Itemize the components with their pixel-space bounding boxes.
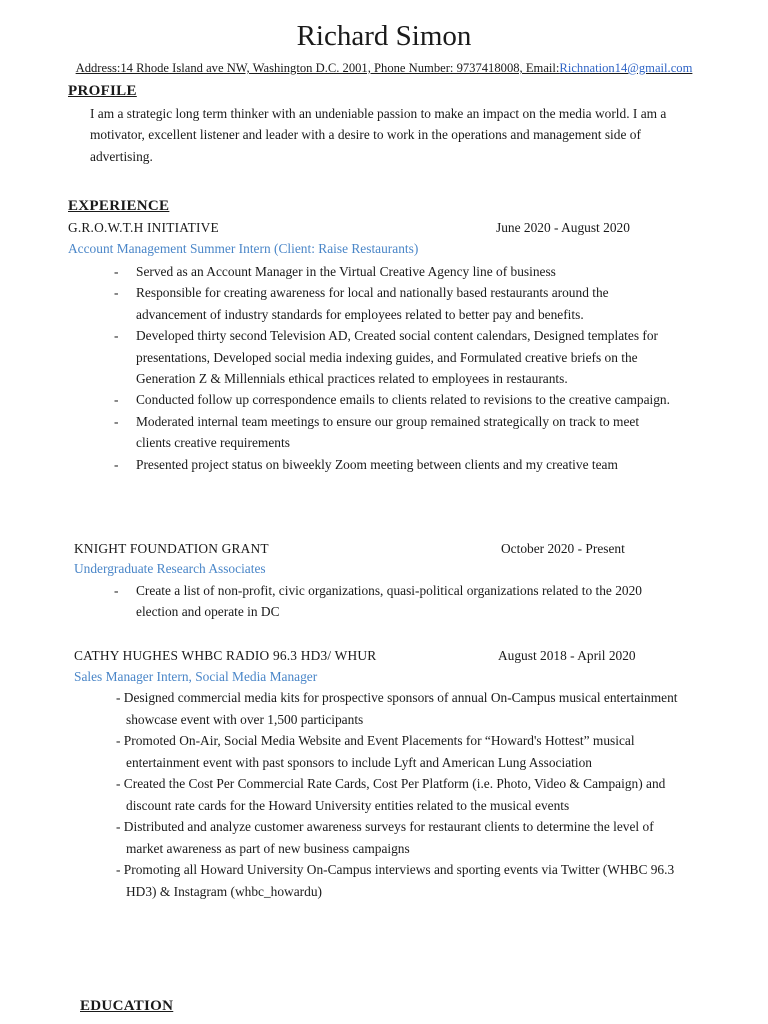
list-item: - Conducted follow up correspondence emails to clients related to revisions to the creative campaign. [114,392,670,408]
job-org-growth: G.R.O.W.T.H INITIATIVE [68,220,219,235]
profile-text: I am a strategic long term thinker with an undeniable passion to make an impact on the media world. I am a motivator, excellent listener and leader with a desire to work in the operations and management side of advertising. [90,106,667,164]
email-link[interactable]: Richnation14@gmail.com [559,61,693,75]
experience-heading: EXPERIENCE [68,198,170,214]
contact-line [0,60,768,76]
list-item: - Responsible for creating awareness for local and nationally based restaurants around the advancement of industry standards for employees related to better pay and benefits. [114,285,609,322]
contact-details: Address:14 Rhode Island ave NW, Washington D.C. 2001, Phone Number: 9737418008, Email: [75,61,560,75]
profile-heading: PROFILE [68,83,137,99]
list-item: - Moderated internal team meetings to ensure our group remained strategically on track to meet clients creative requirements [114,413,640,451]
candidate-name: Richard Simon [296,20,472,52]
job-date-whbc: August 2018 - April 2020 [498,648,636,663]
job-bullets-growth [114,261,676,475]
list-item: - Developed thirty second Television AD, Created social content calendars, Designed templates for presentations, Developed social media indexing guides, and Formulated creative briefs on the Generation Z & Millennials ethical practices related to employees in restaurants. [114,328,659,387]
job-org-whbc: CATHY HUGHES WHBC RADIO 96.3 HD3/ WHUR [74,648,377,663]
job-bullets-whbc [116,687,678,902]
job-date-knight: October 2020 - Present [501,541,625,556]
list-item: - Created the Cost Per Commercial Rate Cards, Cost Per Platform (i.e. Photo, Video & Campaign) and discount rate cards for the Howard University entities related to the musical events [116,776,666,813]
job-org-knight: KNIGHT FOUNDATION GRANT [74,541,269,556]
job-role-growth: Account Management Summer Intern (Client: Raise Restaurants) [68,241,419,256]
list-item: - Promoting all Howard University On-Campus interviews and sporting events via Twitter (WHBC 96.3 HD3) & Instagram (whbc_howardu) [116,862,675,899]
job-date-growth: June 2020 - August 2020 [496,220,630,235]
list-item: - Served as an Account Manager in the Virtual Creative Agency line of business [114,264,556,279]
job-bullets-knight [114,580,680,623]
education-heading: EDUCATION [80,998,174,1014]
list-item: - Designed commercial media kits for prospective sponsors of annual On-Campus musical entertainment showcase event with over 1,500 participants [116,690,678,727]
list-item: - Create a list of non-profit, civic organizations, quasi-political organizations related to the 2020 election and operate in DC [114,583,642,620]
list-item: - Promoted On-Air, Social Media Website and Event Placements for “Howard's Hottest” musical entertainment event with past sponsors to include Lyft and American Lung Association [116,733,635,770]
list-item: - Distributed and analyze customer awareness surveys for restaurant clients to determine the level of market awareness as part of new business campaigns [116,819,654,856]
job-role-whbc: Sales Manager Intern, Social Media Manager [74,669,318,684]
list-item: - Presented project status on biweekly Zoom meeting between clients and my creative team [114,456,618,472]
job-role-knight: Undergraduate Research Associates [74,561,266,576]
